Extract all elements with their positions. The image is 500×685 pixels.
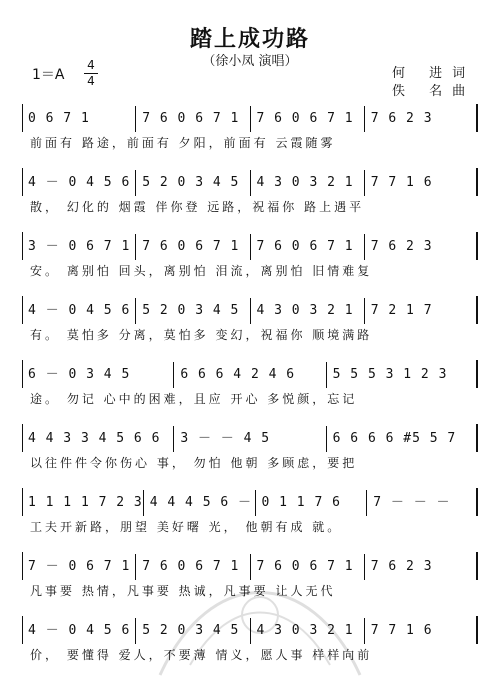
measure-notes: 0 1 1 7 6 xyxy=(256,490,368,516)
lyric-line: 安。 离别怕 回头，离别怕 泪流，离别怕 旧情难复 xyxy=(30,264,373,278)
score-row xyxy=(22,100,478,172)
measure-notes: 5 5 5 3 1 2 3 xyxy=(332,367,448,382)
measure-notes: 7 6 0 6 7 1 xyxy=(136,106,250,132)
lyric-line: 凡事要 热情，凡事要 热诚，凡事要 让人无代 xyxy=(30,584,336,598)
score-row xyxy=(22,164,478,236)
measure-notes: 6 6 6 4 2 4 6 xyxy=(174,362,326,388)
score-row xyxy=(22,420,478,492)
score-row xyxy=(22,228,478,300)
measure-notes: 0 6 7 1 xyxy=(22,106,136,132)
measure-notes: 4 3 0 3 2 1 xyxy=(251,298,365,324)
measure-notes: 7 － 0 6 7 1 xyxy=(22,554,136,580)
composer-credit: 佚 名曲 xyxy=(392,84,476,99)
lyric-line: 价， 要懂得 爱人，不要薄 情义，愿人事 样样向前 xyxy=(30,648,373,662)
meter-top: 4 xyxy=(87,58,95,72)
lyricist-credit: 何 进词 xyxy=(392,66,476,81)
time-signature xyxy=(84,59,98,88)
measure-notes: 4 － 0 4 5 6 xyxy=(22,298,136,324)
performer-subtitle: （徐小凤 演唱） xyxy=(202,54,298,69)
measure-notes: 5 2 0 3 4 5 xyxy=(136,618,250,644)
measure-notes: 7 6 2 3 xyxy=(370,111,433,126)
measure-notes: 7 7 1 6 xyxy=(370,175,433,190)
key-signature: 1＝A xyxy=(32,67,65,83)
measure-group xyxy=(22,106,478,132)
lyric-line: 散， 幻化的 烟霞 伴你登 远路，祝福你 路上遇平 xyxy=(30,200,365,214)
measure-notes: 5 2 0 3 4 5 xyxy=(136,298,250,324)
measure-notes: 7 6 0 6 7 1 xyxy=(251,106,365,132)
measure-notes: 4 3 0 3 2 1 xyxy=(251,618,365,644)
score-row xyxy=(22,292,478,364)
measure-group xyxy=(22,298,478,324)
measure-notes: 7 6 2 3 xyxy=(370,559,433,574)
measure-group xyxy=(22,170,478,196)
lyric-line: 途。 勿记 心中的困难，且应 开心 多悦颜，忘记 xyxy=(30,392,358,406)
measure-group xyxy=(22,234,478,260)
score-row xyxy=(22,356,478,428)
measure-notes: 7 6 0 6 7 1 xyxy=(251,234,365,260)
measure-group xyxy=(22,362,478,388)
meter-bottom: 4 xyxy=(87,74,95,88)
measure-notes: 6 6 6 6 #5 5 7 xyxy=(332,431,457,446)
measure-notes: 7 2 1 7 xyxy=(370,303,433,318)
song-title: 踏上成功路 xyxy=(189,27,310,52)
measure-notes: 5 2 0 3 4 5 xyxy=(136,170,250,196)
measure-notes: 3 － 0 6 7 1 xyxy=(22,234,136,260)
measure-group xyxy=(22,426,478,452)
measure-notes: 4 － 0 4 5 6 xyxy=(22,618,136,644)
measure-notes: 4 4 4 5 6 － xyxy=(144,490,256,516)
measure-notes: 3 － － 4 5 xyxy=(174,426,326,452)
measure-notes: 4 4 3 3 4 5 6 6 xyxy=(22,426,174,452)
measure-group xyxy=(22,490,478,516)
measure-notes: 7 7 1 6 xyxy=(370,623,433,638)
measure-notes: 7 6 0 6 7 1 xyxy=(136,234,250,260)
lyric-line: 以往件件令你伤心 事， 勿怕 他朝 多顾虑，要把 xyxy=(30,456,358,470)
watermark-image xyxy=(150,545,370,685)
measure-notes: 4 3 0 3 2 1 xyxy=(251,170,365,196)
measure-notes: 7 6 2 3 xyxy=(370,239,433,254)
lyric-line: 有。 莫怕多 分离，莫怕多 变幻，祝福你 顺境满路 xyxy=(30,328,373,342)
lyric-line: 前面有 路途，前面有 夕阳，前面有 云霞随雾 xyxy=(30,136,336,150)
measure-notes: 7 － － － xyxy=(373,495,451,510)
lyric-line: 工夫开新路，朋望 美好曙 光， 他朝有成 就。 xyxy=(30,520,343,534)
measure-notes: 7 6 0 6 7 1 xyxy=(136,554,250,580)
measure-notes: 6 － 0 3 4 5 xyxy=(22,362,174,388)
measure-notes: 7 6 0 6 7 1 xyxy=(251,554,365,580)
measure-notes: 4 － 0 4 5 6 xyxy=(22,170,136,196)
measure-notes: 1 1 1 1 7 2 3 xyxy=(22,490,144,516)
